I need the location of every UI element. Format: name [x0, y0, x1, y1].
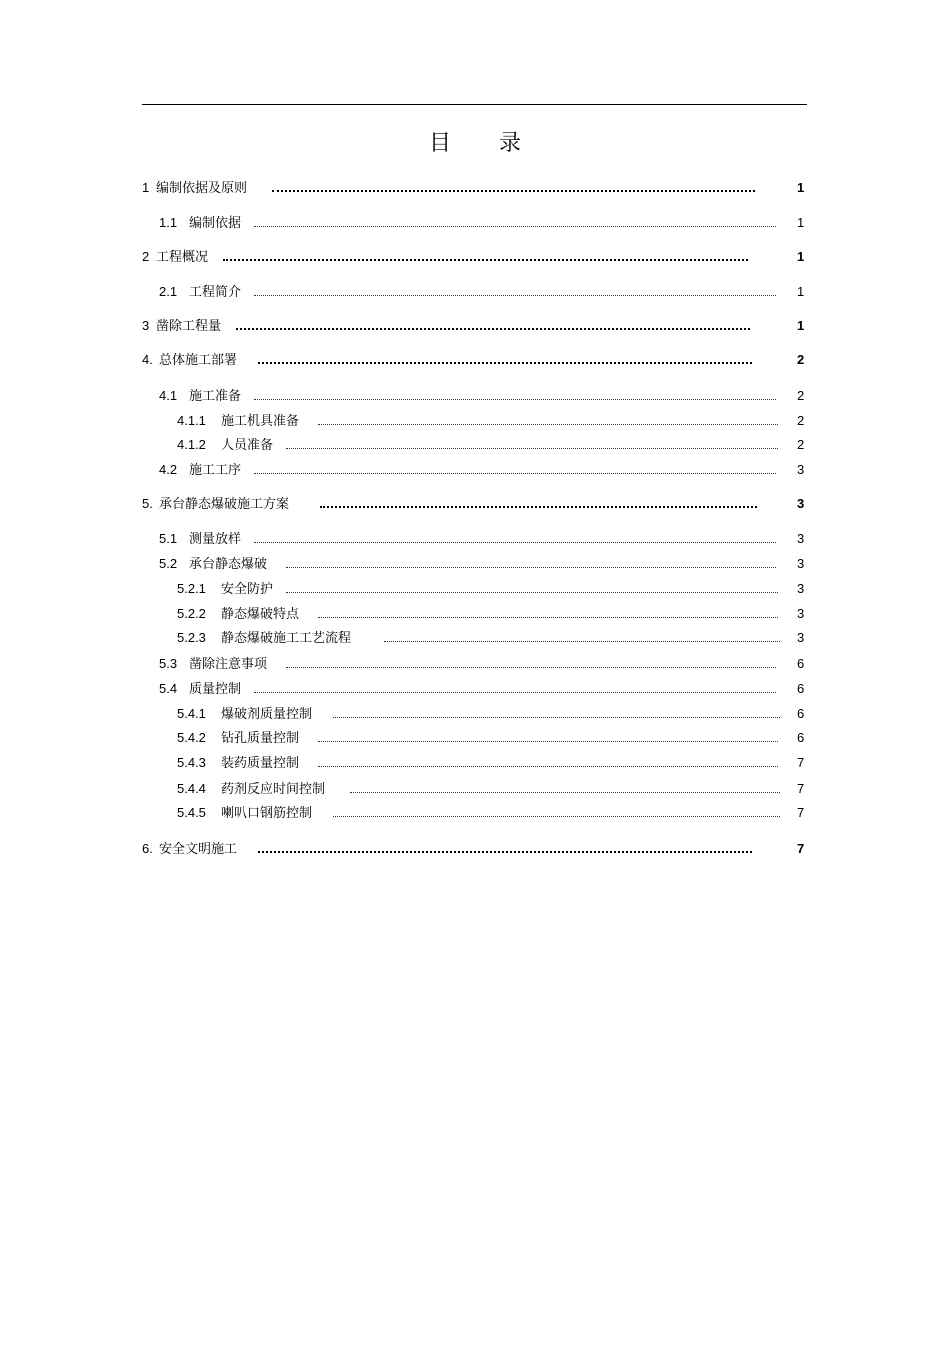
toc-entry-number: 5.3 — [159, 656, 178, 671]
toc-entry[interactable] — [0, 729, 950, 747]
toc-leader-dots — [254, 399, 776, 400]
toc-leader-dots — [320, 506, 757, 508]
toc-entry-number: 5. — [142, 496, 153, 511]
toc-entry[interactable] — [0, 436, 950, 454]
toc-leader-dots — [286, 592, 778, 593]
toc-page-number: 1 — [797, 180, 805, 195]
toc-entry-label — [142, 351, 237, 370]
toc-entry-title: 安全文明施工 — [159, 842, 238, 857]
toc-entry-number: 5.2.3 — [177, 630, 206, 645]
toc-entry-number: 4.2 — [159, 462, 178, 477]
toc-entry[interactable] — [0, 461, 950, 479]
toc-entry-title: 凿除工程量 — [156, 319, 222, 334]
toc-entry[interactable] — [0, 530, 950, 548]
toc-page-number: 1 — [797, 215, 805, 230]
toc-entry-number: 5.4.4 — [177, 781, 206, 796]
toc-entry-title: 喇叭口钢筋控制 — [221, 806, 313, 821]
toc-entry-number: 5.1 — [159, 531, 178, 546]
toc-entry-number: 5.4.3 — [177, 755, 206, 770]
toc-entry-title: 测量放样 — [189, 532, 242, 547]
toc-leader-dots — [318, 617, 778, 618]
toc-entry-label — [142, 179, 247, 198]
toc-entry-number: 4.1.2 — [177, 437, 206, 452]
toc-page-number: 1 — [797, 284, 805, 299]
toc-entry-title: 编制依据 — [189, 216, 242, 231]
toc-leader-dots — [286, 567, 776, 568]
toc-entry-label — [159, 680, 241, 699]
toc-entry[interactable] — [0, 840, 950, 858]
toc-entry-number: 6. — [142, 841, 153, 856]
toc-leader-dots — [254, 226, 776, 227]
toc-page-number: 1 — [797, 249, 805, 264]
toc-entry-number: 5.4.1 — [177, 706, 206, 721]
toc-entry-number: 5.4.2 — [177, 730, 206, 745]
toc-entry-title: 承台静态爆破施工方案 — [159, 497, 290, 512]
toc-page-number: 6 — [797, 730, 805, 745]
toc-entry-title: 药剂反应时间控制 — [221, 782, 326, 797]
toc-page-number: 7 — [797, 755, 805, 770]
toc-entry[interactable] — [0, 495, 950, 513]
toc-entry-title: 安全防护 — [221, 582, 274, 597]
toc-entry-label — [159, 461, 241, 480]
header-rule — [142, 104, 807, 105]
toc-entry-number: 5.2.1 — [177, 581, 206, 596]
toc-leader-dots — [350, 792, 780, 793]
toc-leader-dots — [254, 295, 776, 296]
toc-leader-dots — [258, 851, 752, 853]
toc-page-number: 7 — [797, 781, 805, 796]
toc-entry-title: 编制依据及原则 — [156, 181, 248, 196]
toc-leader-dots — [286, 448, 778, 449]
toc-entry-number: 5.4.5 — [177, 805, 206, 820]
toc-entry-label — [159, 655, 267, 674]
toc-entry-title: 总体施工部署 — [159, 353, 238, 368]
toc-entry-title: 施工机具准备 — [221, 414, 300, 429]
toc-entry-label — [142, 495, 289, 514]
toc-entry[interactable] — [0, 605, 950, 623]
toc-page-number: 3 — [797, 531, 805, 546]
toc-leader-dots — [272, 190, 755, 192]
toc-entry-number: 3 — [142, 318, 150, 333]
toc-entry[interactable] — [0, 351, 950, 369]
toc-entry-title: 工程概况 — [156, 250, 209, 265]
toc-title-char-1: 目 — [428, 131, 451, 156]
toc-entry-title: 工程简介 — [189, 285, 242, 300]
toc-entry-label — [177, 780, 325, 799]
toc-entry-label — [159, 530, 241, 549]
toc-entry-title: 施工准备 — [189, 389, 242, 404]
toc-entry-label — [159, 214, 241, 233]
toc-entry-number: 4. — [142, 352, 153, 367]
toc-entry-label — [177, 580, 273, 599]
toc-entry-label — [177, 436, 273, 455]
toc-entry[interactable] — [0, 555, 950, 573]
toc-entry[interactable] — [0, 705, 950, 723]
toc-leader-dots — [236, 328, 750, 330]
toc-entry[interactable] — [0, 283, 950, 301]
toc-entry-label — [177, 605, 299, 624]
toc-entry[interactable] — [0, 580, 950, 598]
toc-entry-label — [159, 387, 241, 406]
toc-entry-title: 承台静态爆破 — [189, 557, 268, 572]
toc-entry[interactable] — [0, 179, 950, 197]
toc-entry-title: 钻孔质量控制 — [221, 731, 300, 746]
toc-leader-dots — [333, 717, 780, 718]
toc-entry-label — [159, 283, 241, 302]
toc-entry[interactable] — [0, 248, 950, 266]
toc-leader-dots — [318, 424, 778, 425]
toc-entry[interactable] — [0, 780, 950, 798]
toc-entry-label — [177, 729, 299, 748]
toc-entry[interactable] — [0, 214, 950, 232]
toc-entry[interactable] — [0, 387, 950, 405]
toc-entry-title: 静态爆破施工工艺流程 — [221, 631, 352, 646]
toc-entry-label — [177, 705, 312, 724]
toc-page-number: 1 — [797, 318, 805, 333]
toc-entry-label — [142, 840, 237, 859]
toc-page-number: 6 — [797, 681, 805, 696]
toc-page-number: 3 — [797, 606, 805, 621]
toc-leader-dots — [258, 362, 752, 364]
toc-page-number: 2 — [797, 352, 805, 367]
toc-title — [0, 126, 950, 157]
toc-entry-label — [142, 248, 208, 267]
toc-entry-title: 人员准备 — [221, 438, 274, 453]
toc-entry-number: 2.1 — [159, 284, 178, 299]
toc-leader-dots — [286, 667, 776, 668]
toc-entry-label — [159, 555, 267, 574]
toc-entry-number: 1.1 — [159, 215, 178, 230]
toc-page-number: 7 — [797, 841, 805, 856]
toc-entry-number: 4.1.1 — [177, 413, 206, 428]
toc-title-char-2: 录 — [499, 131, 522, 156]
toc-page-number: 6 — [797, 656, 805, 671]
toc-leader-dots — [254, 542, 776, 543]
toc-entry-label — [177, 804, 312, 823]
toc-leader-dots — [333, 816, 780, 817]
toc-entry[interactable] — [0, 317, 950, 335]
toc-page-number: 6 — [797, 706, 805, 721]
toc-entry[interactable] — [0, 804, 950, 822]
toc-entry[interactable] — [0, 655, 950, 673]
toc-entry-label — [177, 754, 299, 773]
toc-leader-dots — [318, 741, 778, 742]
toc-page-number: 7 — [797, 805, 805, 820]
toc-page-number: 3 — [797, 630, 805, 645]
toc-entry-label — [142, 317, 221, 336]
toc-page-number: 2 — [797, 413, 805, 428]
toc-entry-title: 爆破剂质量控制 — [221, 707, 313, 722]
toc-entry-title: 施工工序 — [189, 463, 242, 478]
toc-page-number: 2 — [797, 437, 805, 452]
toc-page-number: 3 — [797, 496, 805, 511]
toc-entry-title: 质量控制 — [189, 682, 242, 697]
toc-page-number: 3 — [797, 556, 805, 571]
toc-page-number: 2 — [797, 388, 805, 403]
toc-entry[interactable] — [0, 680, 950, 698]
toc-entry-title: 装药质量控制 — [221, 756, 300, 771]
toc-entry-number: 5.4 — [159, 681, 178, 696]
toc-leader-dots — [254, 473, 776, 474]
toc-entry-number: 5.2.2 — [177, 606, 206, 621]
toc-entry[interactable] — [0, 754, 950, 772]
toc-leader-dots — [318, 766, 778, 767]
toc-entry-title: 凿除注意事项 — [189, 657, 268, 672]
toc-entry-label — [177, 412, 299, 431]
toc-leader-dots — [384, 641, 780, 642]
toc-leader-dots — [223, 259, 748, 261]
toc-entry-number: 1 — [142, 180, 150, 195]
toc-entry-title: 静态爆破特点 — [221, 607, 300, 622]
toc-entry-label — [177, 629, 351, 648]
toc-entry[interactable] — [0, 412, 950, 430]
toc-leader-dots — [254, 692, 776, 693]
toc-page-number: 3 — [797, 462, 805, 477]
toc-entry-number: 2 — [142, 249, 150, 264]
toc-entry-number: 4.1 — [159, 388, 178, 403]
toc-entry-number: 5.2 — [159, 556, 178, 571]
toc-entry[interactable] — [0, 629, 950, 647]
toc-page-number: 3 — [797, 581, 805, 596]
